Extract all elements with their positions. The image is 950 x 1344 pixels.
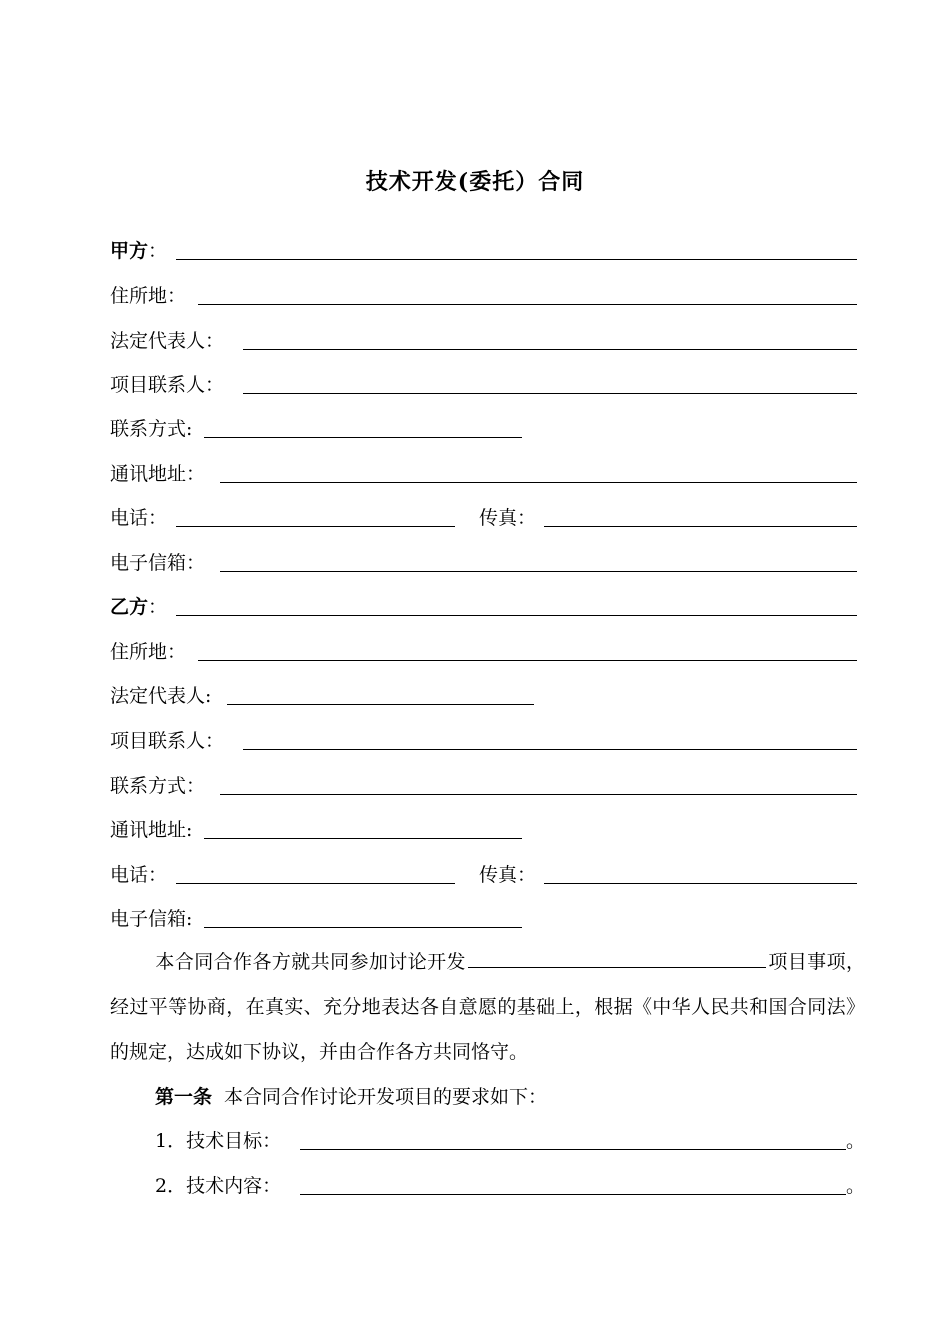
article-1-row xyxy=(110,1082,858,1112)
party-b-mailing-address-row xyxy=(110,815,858,845)
party-b-contact-person-row xyxy=(110,726,858,756)
party-a-address-row xyxy=(110,281,858,311)
party-b-email-row xyxy=(110,904,858,934)
technical-content-end: 。 xyxy=(846,1175,866,1197)
party-a-mailing-address-label: 通讯地址： xyxy=(110,463,206,485)
party-a-heading-row: 甲方： xyxy=(110,236,858,266)
party-a-legal-rep-field[interactable] xyxy=(243,349,857,350)
party-b-heading-row: 乙方： xyxy=(110,592,858,622)
party-a-fax-field[interactable] xyxy=(544,526,857,527)
party-b-contact-method-row xyxy=(110,771,858,801)
party-a-legal-rep-row xyxy=(110,326,858,356)
party-a-phone-label: 电话： xyxy=(110,507,168,529)
party-b-email-label: 电子信箱: xyxy=(110,908,193,930)
party-a-phone-fax-row xyxy=(110,503,858,533)
party-a-name-field[interactable] xyxy=(176,259,857,260)
party-a-phone-field[interactable] xyxy=(176,526,455,527)
technical-goal-end: 。 xyxy=(846,1130,866,1152)
article-1-item-1-row xyxy=(110,1126,865,1156)
party-b-fax-label: 传真： xyxy=(479,864,537,886)
party-a-mailing-address-field[interactable] xyxy=(220,482,857,483)
party-b-legal-rep-row xyxy=(110,681,858,711)
document-title: 技术开发(委托）合同 xyxy=(365,169,585,195)
technical-content-label: 2．技术内容： xyxy=(155,1175,282,1197)
party-b-legal-rep-label: 法定代表人: xyxy=(110,685,212,707)
party-a-contact-method-label: 联系方式: xyxy=(110,418,193,440)
party-b-address-label: 住所地： xyxy=(110,641,187,663)
party-a-fax-label: 传真： xyxy=(479,507,537,529)
party-b-phone-label: 电话： xyxy=(110,864,168,886)
party-a-heading: 甲方 xyxy=(110,240,149,262)
project-name-field[interactable] xyxy=(468,943,766,968)
party-b-contact-person-field[interactable] xyxy=(243,749,857,750)
party-b-address-row xyxy=(110,637,858,667)
article-1-heading: 第一条 xyxy=(155,1086,213,1108)
party-a-address-field[interactable] xyxy=(198,304,857,305)
article-1-text: 本合同合作讨论开发项目的要求如下： xyxy=(224,1086,548,1108)
party-a-email-row xyxy=(110,548,858,578)
technical-content-field[interactable] xyxy=(300,1194,846,1195)
preamble-text-before: 本合同合作各方就共同参加讨论开发 xyxy=(155,951,466,973)
party-a-contact-person-field[interactable] xyxy=(243,393,857,394)
party-a-contact-person-row xyxy=(110,370,858,400)
party-a-email-field[interactable] xyxy=(220,571,857,572)
party-b-contact-method-field[interactable] xyxy=(220,794,857,795)
party-a-email-label: 电子信箱： xyxy=(110,552,206,574)
technical-goal-label: 1．技术目标： xyxy=(155,1130,282,1152)
party-b-mailing-address-field[interactable] xyxy=(204,838,522,839)
party-b-mailing-address-label: 通讯地址: xyxy=(110,819,193,841)
party-b-address-field[interactable] xyxy=(198,660,857,661)
party-a-contact-method-field[interactable] xyxy=(204,437,522,438)
party-a-legal-rep-label: 法定代表人： xyxy=(110,330,225,352)
party-a-contact-person-label: 项目联系人： xyxy=(110,374,225,396)
party-b-contact-method-label: 联系方式： xyxy=(110,775,206,797)
party-b-phone-field[interactable] xyxy=(176,883,455,884)
party-b-legal-rep-field[interactable] xyxy=(227,704,534,705)
preamble-text-after: 项目事项，经过平等协商，在真实、充分地表达各自意愿的基础上，根据《中华人民共和国合同法》的规定，达成如下协议，并由合作各方共同恪守。 xyxy=(110,951,865,1063)
party-b-phone-fax-row xyxy=(110,860,858,890)
party-a-address-label: 住所地： xyxy=(110,285,187,307)
technical-goal-field[interactable] xyxy=(300,1149,846,1150)
article-1-item-2-row xyxy=(110,1171,865,1201)
party-a-contact-method-row xyxy=(110,414,858,444)
party-b-email-field[interactable] xyxy=(204,927,522,928)
party-b-name-field[interactable] xyxy=(176,615,857,616)
preamble-paragraph xyxy=(110,940,865,1075)
party-b-contact-person-label: 项目联系人： xyxy=(110,730,225,752)
party-a-mailing-address-row xyxy=(110,459,858,489)
party-b-heading: 乙方 xyxy=(110,596,149,618)
party-b-fax-field[interactable] xyxy=(544,883,857,884)
